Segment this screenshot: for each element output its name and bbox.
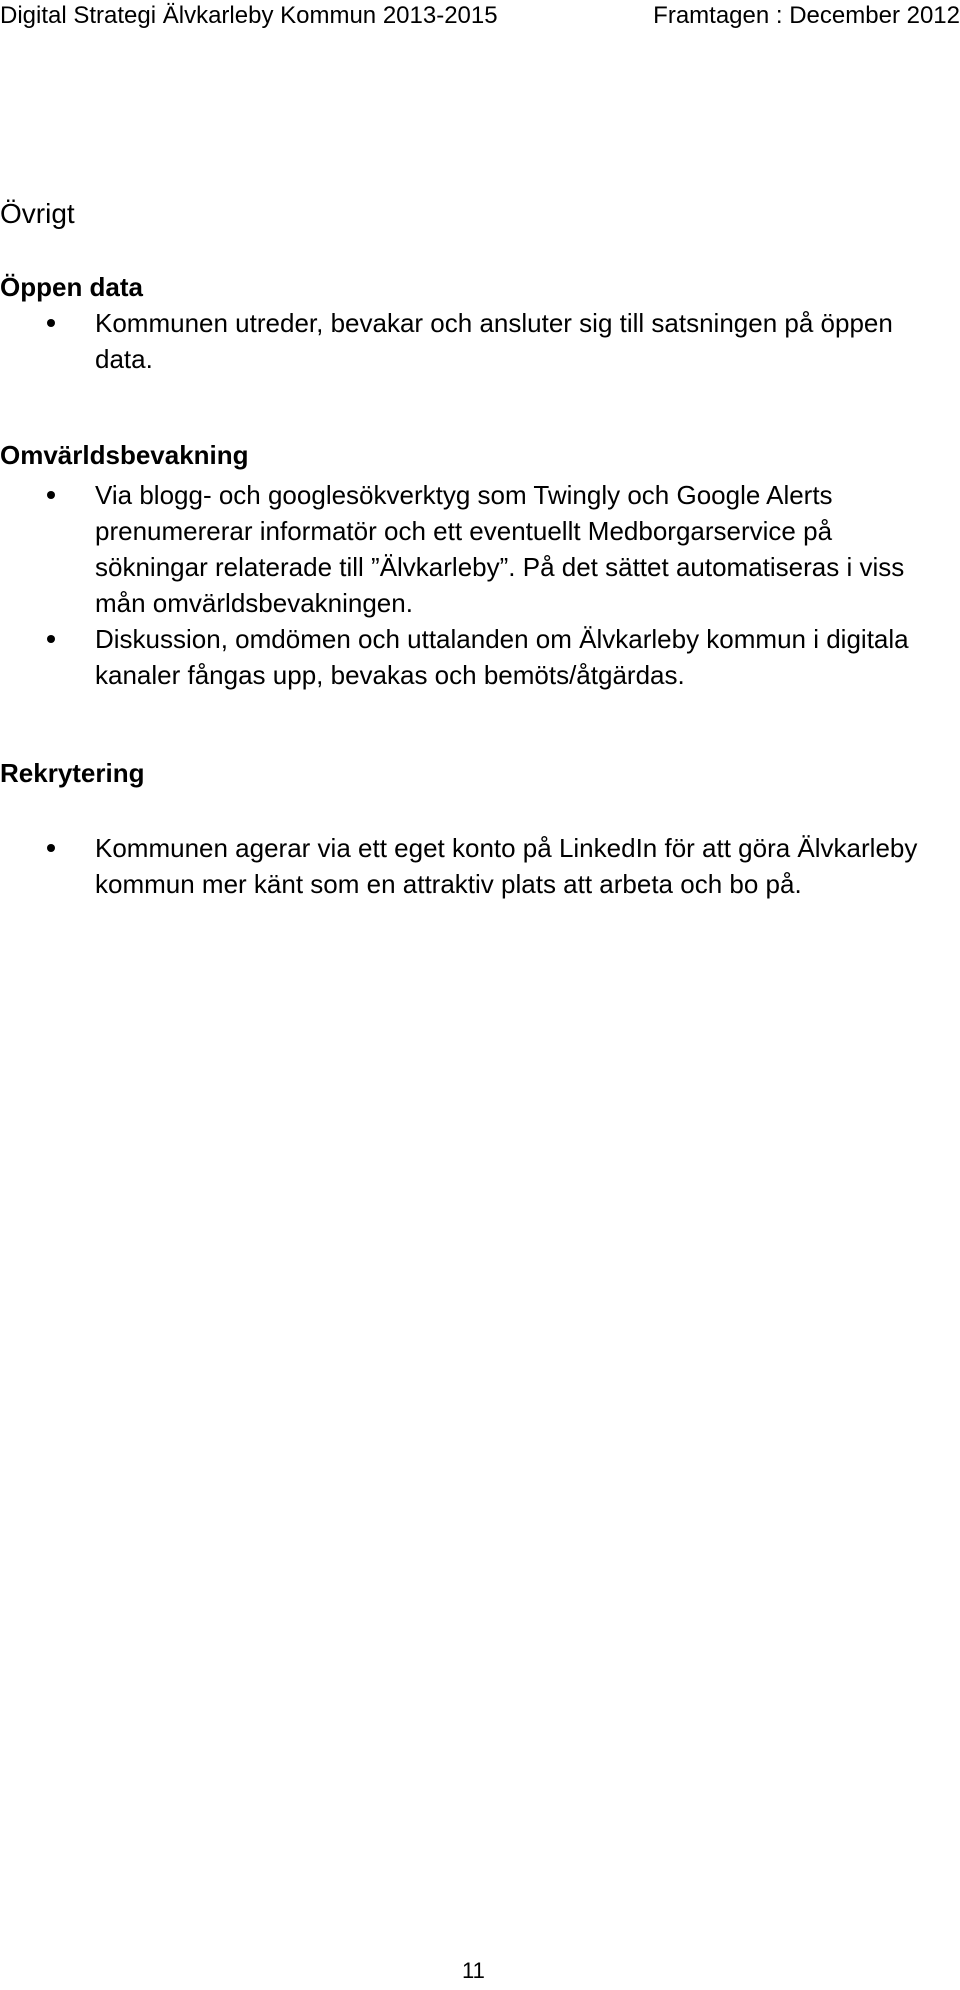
page-number: 11 <box>462 1958 485 1983</box>
bullet-icon <box>47 844 55 852</box>
section-title-ovrigt: Övrigt <box>0 198 75 229</box>
document-title: Digital Strategi Älvkarleby Kommun 2013-2015 <box>0 2 498 29</box>
heading-omvarldsbevakning: Omvärldsbevakning <box>0 440 249 470</box>
list-item-text: Diskussion, omdömen och uttalanden om Älvkarleby kommun i digitala kanaler fångas upp, bevakas och bemöts/åtgärdas. <box>95 624 909 690</box>
list-item <box>0 305 925 377</box>
heading-oppen-data: Öppen data <box>0 272 144 302</box>
bullet-icon <box>47 319 55 327</box>
list-item <box>0 477 925 621</box>
list-oppen-data <box>0 305 925 377</box>
document-date: Framtagen : December 2012 <box>653 2 960 29</box>
list-item-text: Via blogg- och googlesökverktyg som Twingly och Google Alerts prenumererar informatör och ett eventuellt Medborgarservice på sökningar relaterade till ”Älvkarleby”. På det sättet automatiseras i viss mån omvärldsbevakningen. <box>95 480 905 618</box>
list-rekrytering <box>0 830 925 902</box>
list-item-text: Kommunen utreder, bevakar och ansluter sig till satsningen på öppen data. <box>95 308 893 374</box>
bullet-icon <box>47 491 55 499</box>
bullet-icon <box>47 635 55 643</box>
list-item <box>0 621 925 693</box>
list-omvarldsbevakning <box>0 477 925 693</box>
list-item <box>0 830 925 902</box>
list-item-text: Kommunen agerar via ett eget konto på LinkedIn för att göra Älvkarleby kommun mer känt som en attraktiv plats att arbeta och bo på. <box>95 833 918 899</box>
page-header <box>0 0 960 40</box>
heading-rekrytering: Rekrytering <box>0 758 145 788</box>
